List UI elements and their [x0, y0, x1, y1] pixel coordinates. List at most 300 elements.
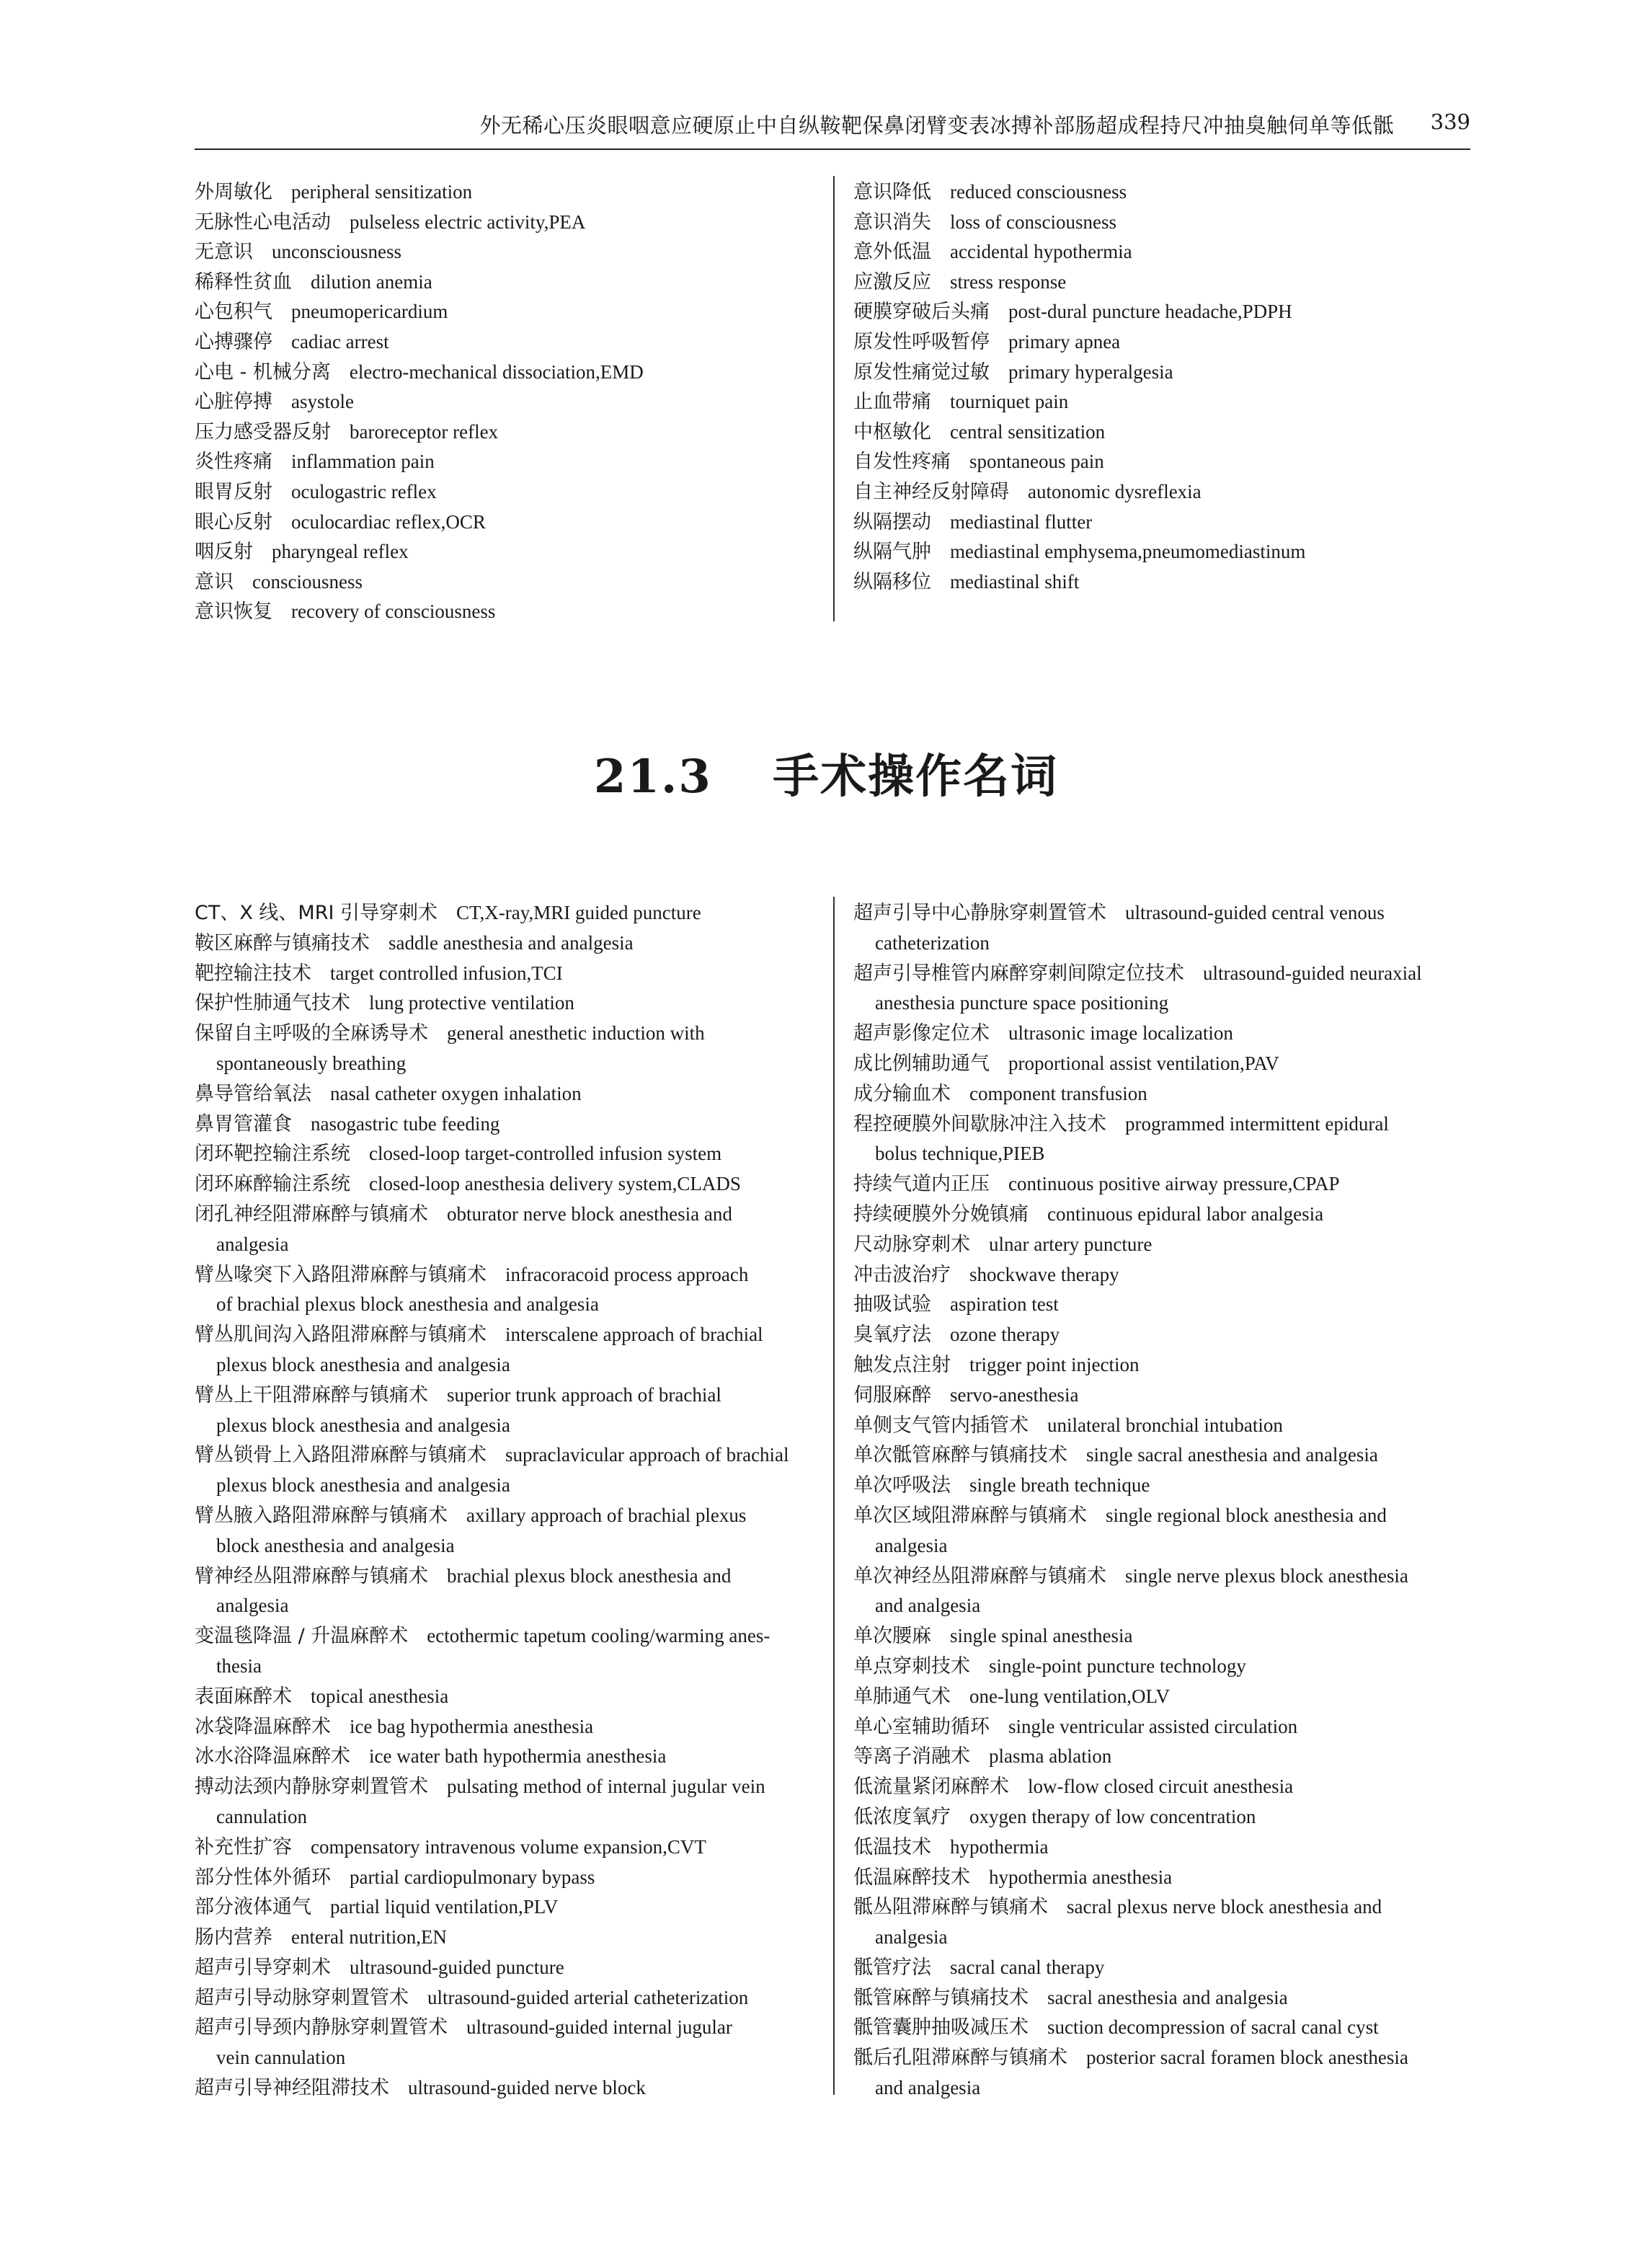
term-chinese: 变温毯降温 / 升温麻醉术: [195, 1625, 409, 1648]
term-english: hypothermia anesthesia: [989, 1866, 1173, 1888]
term-chinese: 臂丛喙突下入路阻滞麻醉与镇痛术: [195, 1263, 487, 1286]
section-title: 手术操作名词: [773, 750, 1059, 804]
glossary-entry: [195, 1019, 813, 1079]
term-chinese: 中枢敏化: [853, 420, 931, 443]
glossary-entry: [853, 297, 1473, 327]
term-english: single spinal anesthesia: [950, 1625, 1133, 1647]
term-chinese: 硬膜穿破后头痛: [853, 301, 990, 324]
glossary-entry: [195, 1621, 813, 1682]
term-english-continuation: spontaneously breathing: [216, 1052, 407, 1074]
term-chinese: 纵隔气肿: [853, 541, 931, 564]
term-chinese: 靶控输注技术: [195, 962, 311, 985]
term-chinese: 部分性体外循环: [195, 1866, 331, 1889]
glossary-entry: [195, 1169, 813, 1200]
term-english: obturator nerve block anesthesia and: [447, 1202, 732, 1225]
term-chinese: 意识恢复: [195, 600, 272, 624]
term-english: sacral anesthesia and analgesia: [1047, 1986, 1288, 2008]
glossary-entry: [853, 567, 1473, 598]
term-chinese: 成分输血术: [853, 1082, 951, 1105]
term-english: primary apnea: [1008, 330, 1121, 353]
term-english: CT,X-ray,MRI guided puncture: [456, 902, 701, 923]
term-chinese: 臂丛上干阻滞麻醉与镇痛术: [195, 1383, 428, 1406]
term-english: proportional assist ventilation,PAV: [1008, 1052, 1279, 1074]
glossary-entry: [195, 417, 829, 448]
glossary-entry: [853, 1742, 1472, 1772]
term-chinese: 纵隔移位: [853, 570, 931, 593]
glossary-entry: [195, 898, 813, 928]
term-english: plasma ablation: [989, 1745, 1112, 1768]
term-english: target controlled infusion,TCI: [330, 962, 563, 984]
term-english: cadiac arrest: [291, 330, 389, 353]
glossary-entry: [853, 208, 1473, 238]
term-chinese: 单次区域阻滞麻醉与镇痛术: [853, 1504, 1087, 1527]
term-english: aspiration test: [950, 1293, 1059, 1316]
header-title: 外无稀心压炎眼咽意应硬原止中自纵鞍靶保鼻闭臂变表冰搏补部肠超成程持尺冲抽臭触伺单等低骶: [479, 113, 1394, 138]
term-english: infracoracoid process approach: [505, 1263, 749, 1285]
glossary-entry: [853, 959, 1472, 1019]
term-english: pulsating method of internal jugular vein: [447, 1776, 765, 1798]
term-english: single ventricular assisted circulation: [1008, 1715, 1298, 1737]
term-english: axillary approach of brachial plexus: [466, 1504, 747, 1526]
glossary-entry: [195, 597, 829, 627]
term-english: autonomic dysreflexia: [1028, 480, 1202, 502]
term-chinese: 单心室辅助循环: [853, 1715, 990, 1738]
term-english: enteral nutrition,EN: [291, 1926, 447, 1949]
term-english: accidental hypothermia: [950, 241, 1132, 263]
term-chinese: 外周敏化: [195, 181, 272, 203]
section-heading: [0, 740, 1652, 806]
term-english: single breath technique: [969, 1474, 1150, 1497]
glossary-entry: [853, 1561, 1472, 1622]
term-english-continuation: vein cannulation: [216, 2047, 346, 2069]
glossary-entry: [195, 1200, 813, 1260]
term-chinese: 压力感受器反射: [195, 420, 331, 443]
term-chinese: 尺动脉穿刺术: [853, 1233, 970, 1256]
term-english: sacral canal therapy: [950, 1956, 1105, 1978]
glossary-entry: [195, 928, 813, 959]
glossary-entry: [853, 1049, 1472, 1079]
term-chinese: 原发性痛觉过敏: [853, 360, 990, 384]
glossary-entry: [195, 959, 813, 989]
term-english: inflammation pain: [291, 451, 435, 473]
term-chinese: 表面麻醉术: [195, 1685, 292, 1708]
glossary-entry: [853, 1290, 1472, 1320]
term-english: recovery of consciousness: [291, 600, 496, 623]
term-english: nasogastric tube feeding: [311, 1112, 500, 1135]
glossary-entry: [853, 2013, 1472, 2043]
term-english: tourniquet pain: [950, 391, 1069, 413]
term-english: continuous epidural labor analgesia: [1047, 1202, 1324, 1225]
term-chinese: 无脉性心电活动: [195, 210, 331, 234]
terms-left-column: [195, 898, 813, 2104]
term-english-continuation: cannulation: [216, 1805, 307, 1827]
term-english: single sacral anesthesia and analgesia: [1086, 1444, 1378, 1466]
glossary-entry: [195, 2073, 813, 2104]
glossary-entry: [853, 1260, 1472, 1290]
glossary-entry: [195, 267, 829, 298]
glossary-entry: [195, 358, 829, 388]
term-english: general anesthetic induction with: [447, 1022, 705, 1045]
term-english: compensatory intravenous volume expansion,CVT: [311, 1835, 706, 1858]
term-chinese: 超声引导颈内静脉穿刺置管术: [195, 2016, 448, 2039]
term-chinese: 臂丛肌间沟入路阻滞麻醉与镇痛术: [195, 1324, 487, 1347]
term-english: mediastinal flutter: [950, 510, 1093, 533]
glossary-entry: [853, 447, 1473, 477]
term-english-continuation: plexus block anesthesia and analgesia: [216, 1353, 510, 1375]
term-english: suction decompression of sacral canal cyst: [1047, 2016, 1379, 2039]
term-english: topical anesthesia: [311, 1685, 449, 1707]
term-chinese: 闭孔神经阻滞麻醉与镇痛术: [195, 1202, 428, 1225]
term-english: closed-loop target-controlled infusion system: [369, 1143, 722, 1165]
glossary-entry: [853, 1983, 1472, 2013]
term-chinese: 骶丛阻滞麻醉与镇痛术: [853, 1896, 1048, 1919]
glossary-right-column: [853, 177, 1473, 597]
term-english: interscalene approach of brachial: [505, 1324, 763, 1346]
term-chinese: 超声引导椎管内麻醉穿刺间隙定位技术: [853, 962, 1184, 985]
glossary-entry: [853, 1621, 1472, 1652]
term-english: post-dural puncture headache,PDPH: [1008, 301, 1292, 323]
term-english: hypothermia: [950, 1835, 1049, 1858]
glossary-left-column: [195, 177, 829, 627]
term-english-continuation: thesia: [216, 1654, 262, 1677]
glossary-entry: [195, 208, 829, 238]
glossary-entry: [195, 1682, 813, 1712]
glossary-entry: [853, 177, 1473, 208]
term-chinese: 臂丛腋入路阻滞麻醉与镇痛术: [195, 1504, 448, 1527]
glossary-entry: [195, 988, 813, 1019]
glossary-entry: [853, 1019, 1472, 1049]
term-chinese: 闭环麻醉输注系统: [195, 1173, 350, 1196]
term-chinese: 持续气道内正压: [853, 1173, 990, 1196]
term-english: ice bag hypothermia anesthesia: [350, 1715, 594, 1737]
term-english: brachial plexus block anesthesia and: [447, 1564, 732, 1587]
glossary-entry: [853, 537, 1473, 567]
glossary-entry: [195, 1440, 813, 1501]
glossary-entry: [195, 237, 829, 267]
glossary-entry: [195, 507, 829, 538]
term-chinese: 心包积气: [195, 301, 272, 324]
term-english: low-flow closed circuit anesthesia: [1028, 1776, 1294, 1798]
term-english-continuation: analgesia: [216, 1595, 289, 1617]
term-chinese: 单次呼吸法: [853, 1474, 951, 1497]
term-chinese: 闭环靶控输注系统: [195, 1143, 350, 1166]
term-english: ultrasound-guided arterial catheterization: [427, 1986, 749, 2008]
term-english: partial liquid ventilation,PLV: [330, 1896, 559, 1918]
term-english: unconsciousness: [272, 241, 401, 263]
term-english: oxygen therapy of low concentration: [969, 1805, 1256, 1827]
term-chinese: 单肺通气术: [853, 1685, 951, 1708]
glossary-entry: [853, 1953, 1472, 1983]
glossary-entry: [853, 507, 1473, 538]
term-chinese: CT、X 线、MRI 引导穿刺术: [195, 902, 438, 924]
term-english: shockwave therapy: [969, 1263, 1119, 1285]
term-chinese: 部分液体通气: [195, 1896, 311, 1919]
glossary-entry: [853, 1350, 1472, 1380]
term-chinese: 超声影像定位术: [853, 1022, 990, 1045]
term-english: unilateral bronchial intubation: [1047, 1414, 1283, 1436]
term-chinese: 冰袋降温麻醉术: [195, 1715, 331, 1738]
term-chinese: 意外低温: [853, 241, 931, 264]
glossary-entry: [853, 1320, 1472, 1350]
glossary-entry: [195, 387, 829, 417]
term-english: posterior sacral foramen block anesthesia: [1086, 2047, 1408, 2069]
term-english: ultrasound-guided puncture: [350, 1956, 564, 1978]
term-chinese: 骶管麻醉与镇痛技术: [853, 1986, 1029, 2009]
term-english-continuation: anesthesia puncture space positioning: [875, 992, 1169, 1014]
term-english: superior trunk approach of brachial: [447, 1383, 721, 1406]
term-chinese: 臂神经丛阻滞麻醉与镇痛术: [195, 1564, 428, 1587]
term-chinese: 单侧支气管内插管术: [853, 1414, 1029, 1437]
column-divider: [833, 176, 835, 621]
term-chinese: 肠内营养: [195, 1926, 272, 1949]
term-english: nasal catheter oxygen inhalation: [330, 1082, 582, 1104]
glossary-entry: [853, 1079, 1472, 1109]
term-english: oculocardiac reflex,OCR: [291, 510, 486, 533]
glossary-entry: [195, 447, 829, 477]
glossary-entry: [195, 1109, 813, 1140]
term-english: reduced consciousness: [950, 181, 1127, 203]
term-chinese: 鼻导管给氧法: [195, 1082, 311, 1105]
term-chinese: 鼻胃管灌食: [195, 1112, 292, 1135]
term-english-continuation: of brachial plexus block anesthesia and analgesia: [216, 1293, 599, 1316]
term-chinese: 眼胃反射: [195, 480, 272, 503]
glossary-entry: [853, 477, 1473, 507]
glossary-entry: [853, 327, 1473, 358]
term-chinese: 自主神经反射障碍: [853, 480, 1009, 503]
glossary-entry: [195, 1832, 813, 1863]
term-english: asystole: [291, 391, 354, 413]
term-english: stress response: [950, 270, 1067, 293]
term-chinese: 低温技术: [853, 1835, 931, 1858]
term-chinese: 单点穿刺技术: [853, 1654, 970, 1677]
term-english: pneumopericardium: [291, 301, 448, 323]
glossary-entry: [853, 1471, 1472, 1501]
term-chinese: 低流量紧闭麻醉术: [853, 1776, 1009, 1799]
term-english: ultrasound-guided neuraxial: [1203, 962, 1422, 984]
term-chinese: 程控硬膜外间歇脉冲注入技术: [853, 1112, 1106, 1135]
term-english: pulseless electric activity,PEA: [350, 210, 586, 233]
term-english: ultrasound-guided internal jugular: [466, 2016, 732, 2039]
glossary-entry: [853, 1772, 1472, 1802]
terms-right-column: [853, 898, 1472, 2104]
glossary-entry: [853, 1802, 1472, 1832]
term-english: saddle anesthesia and analgesia: [388, 931, 634, 954]
term-english: mediastinal shift: [950, 570, 1080, 593]
page-number: 339: [1430, 110, 1470, 134]
term-english: single regional block anesthesia and: [1106, 1504, 1387, 1526]
glossary-entry: [195, 1712, 813, 1742]
term-chinese: 无意识: [195, 241, 253, 264]
term-chinese: 咽反射: [195, 541, 253, 564]
term-chinese: 自发性疼痛: [853, 451, 951, 474]
term-chinese: 低温麻醉技术: [853, 1866, 970, 1889]
term-english: single nerve plexus block anesthesia: [1125, 1564, 1408, 1587]
term-english: component transfusion: [969, 1082, 1147, 1104]
term-english-continuation: analgesia: [875, 1926, 948, 1949]
term-chinese: 持续硬膜外分娩镇痛: [853, 1202, 1029, 1225]
glossary-entry: [853, 1230, 1472, 1260]
glossary-entry: [195, 1892, 813, 1923]
glossary-entry: [853, 1682, 1472, 1712]
term-english: ulnar artery puncture: [989, 1233, 1153, 1255]
term-english: pharyngeal reflex: [272, 541, 409, 563]
term-chinese: 低浓度氧疗: [853, 1805, 951, 1828]
term-chinese: 触发点注射: [853, 1353, 951, 1376]
term-chinese: 单次腰麻: [853, 1625, 931, 1648]
column-divider: [833, 897, 835, 2095]
glossary-entry: [195, 1863, 813, 1893]
term-english-continuation: plexus block anesthesia and analgesia: [216, 1474, 510, 1497]
term-english: ozone therapy: [950, 1324, 1060, 1346]
running-header: [195, 108, 1470, 150]
glossary-entry: [195, 327, 829, 358]
term-chinese: 保护性肺通气技术: [195, 992, 350, 1015]
term-chinese: 骶后孔阻滞麻醉与镇痛术: [853, 2047, 1067, 2070]
term-chinese: 伺服麻醉: [853, 1383, 931, 1406]
term-chinese: 冲击波治疗: [853, 1263, 951, 1286]
term-english-continuation: analgesia: [216, 1233, 289, 1255]
term-english: dilution anemia: [311, 270, 432, 293]
term-chinese: 等离子消融术: [853, 1745, 970, 1768]
term-english: spontaneous pain: [969, 451, 1104, 473]
term-chinese: 炎性疼痛: [195, 451, 272, 474]
term-english: servo-anesthesia: [950, 1383, 1079, 1406]
term-chinese: 意识降低: [853, 181, 931, 203]
glossary-entry: [195, 1380, 813, 1441]
term-english: programmed intermittent epidural: [1125, 1112, 1389, 1135]
term-chinese: 意识消失: [853, 210, 931, 234]
glossary-entry: [853, 358, 1473, 388]
term-english: peripheral sensitization: [291, 181, 473, 203]
glossary-entry: [195, 1139, 813, 1169]
term-chinese: 单次神经丛阻滞麻醉与镇痛术: [853, 1564, 1106, 1587]
glossary-entry: [853, 1832, 1472, 1863]
glossary-entry: [853, 1863, 1472, 1893]
term-english: loss of consciousness: [950, 210, 1116, 233]
term-chinese: 补充性扩容: [195, 1835, 292, 1858]
glossary-entry: [195, 1742, 813, 1772]
term-english: trigger point injection: [969, 1353, 1140, 1375]
term-english-continuation: block anesthesia and analgesia: [216, 1534, 455, 1556]
term-chinese: 抽吸试验: [853, 1293, 931, 1316]
term-english: closed-loop anesthesia delivery system,CLADS: [369, 1173, 741, 1195]
term-english: primary hyperalgesia: [1008, 360, 1173, 383]
term-english: ultrasound-guided central venous: [1125, 902, 1385, 923]
term-english-continuation: and analgesia: [875, 2077, 981, 2099]
term-english-continuation: plexus block anesthesia and analgesia: [216, 1414, 510, 1436]
glossary-entry: [853, 1380, 1472, 1411]
term-english: ultrasound-guided nerve block: [408, 2077, 646, 2099]
term-english: ectothermic tapetum cooling/warming anes-: [427, 1625, 771, 1647]
term-chinese: 心搏骤停: [195, 330, 272, 353]
term-chinese: 骶管疗法: [853, 1956, 931, 1979]
term-english: partial cardiopulmonary bypass: [350, 1866, 595, 1888]
glossary-entry: [195, 1501, 813, 1561]
term-chinese: 超声引导动脉穿刺置管术: [195, 1986, 409, 2009]
glossary-entry: [853, 1440, 1472, 1471]
term-english: ice water bath hypothermia anesthesia: [369, 1745, 667, 1768]
glossary-entry: [195, 1983, 813, 2013]
term-chinese: 止血带痛: [853, 391, 931, 414]
term-english: electro-mechanical dissociation,EMD: [349, 360, 644, 383]
term-english: ultrasonic image localization: [1008, 1022, 1233, 1045]
glossary-entry: [195, 2013, 813, 2073]
term-chinese: 应激反应: [853, 270, 931, 293]
glossary-entry: [195, 1260, 813, 1321]
glossary-entry: [853, 237, 1473, 267]
term-chinese: 稀释性贫血: [195, 270, 292, 293]
glossary-entry: [195, 537, 829, 567]
term-english-continuation: bolus technique,PIEB: [875, 1143, 1045, 1165]
term-english: supraclavicular approach of brachial: [505, 1444, 789, 1466]
glossary-entry: [853, 898, 1472, 959]
term-english: lung protective ventilation: [369, 992, 574, 1014]
term-english: baroreceptor reflex: [350, 420, 499, 443]
glossary-entry: [853, 387, 1473, 417]
glossary-entry: [853, 1712, 1472, 1742]
term-english-continuation: catheterization: [875, 931, 990, 954]
term-chinese: 超声引导中心静脉穿刺置管术: [853, 902, 1106, 924]
term-english: sacral plexus nerve block anesthesia and: [1067, 1896, 1382, 1918]
term-chinese: 保留自主呼吸的全麻诱导术: [195, 1022, 428, 1045]
glossary-entry: [853, 1411, 1472, 1441]
term-english: continuous positive airway pressure,CPAP: [1008, 1173, 1340, 1195]
term-english-continuation: analgesia: [875, 1534, 948, 1556]
term-chinese: 冰水浴降温麻醉术: [195, 1745, 350, 1768]
term-chinese: 臭氧疗法: [853, 1324, 931, 1347]
term-chinese: 成比例辅助通气: [853, 1052, 990, 1075]
term-english: one-lung ventilation,OLV: [969, 1685, 1170, 1707]
term-chinese: 臂丛锁骨上入路阻滞麻醉与镇痛术: [195, 1444, 487, 1467]
glossary-entry: [853, 2043, 1472, 2104]
glossary-entry: [853, 1200, 1472, 1230]
glossary-entry: [195, 1561, 813, 1622]
term-chinese: 心脏停搏: [195, 391, 272, 414]
glossary-entry: [195, 177, 829, 208]
term-chinese: 纵隔摆动: [853, 510, 931, 533]
term-english: mediastinal emphysema,pneumomediastinum: [950, 541, 1306, 563]
term-chinese: 搏动法颈内静脉穿刺置管术: [195, 1776, 428, 1799]
glossary-entry: [195, 1772, 813, 1832]
term-chinese: 单次骶管麻醉与镇痛技术: [853, 1444, 1067, 1467]
glossary-entry: [853, 1652, 1472, 1682]
term-chinese: 超声引导神经阻滞技术: [195, 2077, 389, 2100]
glossary-entry: [853, 1892, 1472, 1953]
term-chinese: 原发性呼吸暂停: [853, 330, 990, 353]
term-chinese: 骶管囊肿抽吸减压术: [853, 2016, 1029, 2039]
glossary-entry: [853, 1109, 1472, 1170]
glossary-entry: [195, 297, 829, 327]
term-chinese: 意识: [195, 570, 234, 593]
term-english: central sensitization: [950, 420, 1106, 443]
glossary-entry: [195, 1953, 813, 1983]
term-english: consciousness: [252, 570, 363, 593]
term-english: oculogastric reflex: [291, 480, 437, 502]
glossary-entry: [195, 477, 829, 507]
glossary-entry: [195, 567, 829, 598]
term-chinese: 超声引导穿刺术: [195, 1956, 331, 1979]
glossary-entry: [195, 1923, 813, 1953]
glossary-entry: [853, 1169, 1472, 1200]
glossary-entry: [853, 417, 1473, 448]
glossary-entry: [853, 1501, 1472, 1561]
term-chinese: 眼心反射: [195, 510, 272, 533]
glossary-entry: [195, 1079, 813, 1109]
glossary-entry: [195, 1320, 813, 1380]
term-chinese: 鞍区麻醉与镇痛技术: [195, 931, 370, 954]
glossary-entry: [853, 267, 1473, 298]
term-english: single-point puncture technology: [989, 1654, 1246, 1677]
